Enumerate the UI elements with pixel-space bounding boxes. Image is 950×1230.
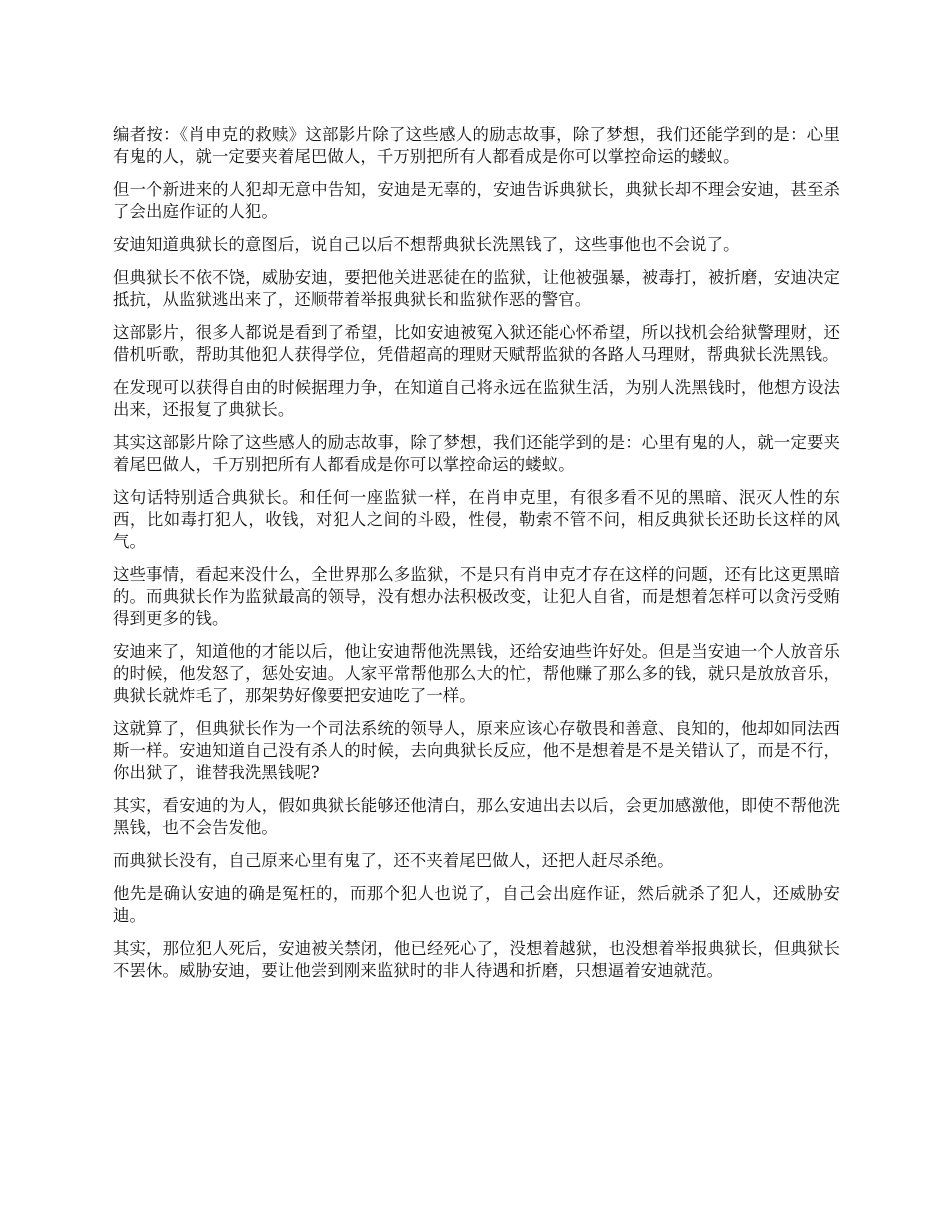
paragraph-15: 其实，那位犯人死后，安迪被关禁闭，他已经死心了，没想着越狱，也没想着举报典狱长，但典狱长不罢休。威胁安迪，要让他尝到刚来监狱时的非人待遇和折磨，只想逼着安迪就范。	[113, 939, 840, 980]
paragraph-13: 而典狱长没有，自己原来心里有鬼了，还不夹着尾巴做人，还把人赶尽杀绝。	[113, 851, 674, 870]
paragraph-6: 在发现可以获得自由的时候据理力争，在知道自己将永远在监狱生活，为别人洗黑钱时，他想方设法出来，还报复了典狱长。	[113, 378, 840, 419]
paragraph-10: 安迪来了，知道他的才能以后，他让安迪帮他洗黑钱，还给安迪些许好处。但是当安迪一个人放音乐的时候，他发怒了，惩处安迪。人家平常帮他那么大的忙，帮他赚了那么多的钱，就只是放放音乐，典狱长就炸毛了，那架势好像要把安迪吃了一样。	[113, 642, 840, 705]
paragraph-11: 这就算了，但典狱长作为一个司法系统的领导人，原来应该心存敬畏和善意、良知的，他却如同法西斯一样。安迪知道自己没有杀人的时候，去向典狱长反应，他不是想着是不是关错认了，而是不行，你出狱了，谁替我洗黑钱呢?	[113, 719, 840, 782]
paragraph-7: 其实这部影片除了这些感人的励志故事，除了梦想，我们还能学到的是：心里有鬼的人，就一定要夹着尾巴做人，千万别把所有人都看成是你可以掌控命运的蝼蚁。	[113, 433, 840, 474]
paragraph-12: 其实，看安迪的为人，假如典狱长能够还他清白，那么安迪出去以后，会更加感激他，即使不帮他洗黑钱，也不会告发他。	[113, 796, 840, 837]
paragraph-2: 但一个新进来的人犯却无意中告知，安迪是无辜的，安迪告诉典狱长，典狱长却不理会安迪，甚至杀了会出庭作证的人犯。	[113, 180, 840, 221]
paragraph-8: 这句话特别适合典狱长。和任何一座监狱一样，在肖申克里，有很多看不见的黑暗、泯灭人性的东西，比如毒打犯人，收钱，对犯人之间的斗殴，性侵，勒索不管不问，相反典狱长还助长这样的风气。	[113, 488, 840, 551]
paragraph-1: 编者按：《肖申克的救赎》这部影片除了这些感人的励志故事，除了梦想，我们还能学到的是：心里有鬼的人，就一定要夹着尾巴做人，千万别把所有人都看成是你可以掌控命运的蝼蚁。	[113, 125, 840, 166]
paragraph-9: 这些事情，看起来没什么，全世界那么多监狱，不是只有肖申克才存在这样的问题，还有比这更黑暗的。而典狱长作为监狱最高的领导，没有想办法积极改变，让犯人自省，而是想着怎样可以贪污受贿得到更多的钱。	[113, 565, 840, 628]
paragraph-4: 但典狱长不依不饶，威胁安迪，要把他关进恶徒在的监狱，让他被强暴，被毒打，被折磨，安迪决定抵抗，从监狱逃出来了，还顺带着举报典狱长和监狱作恶的警官。	[113, 268, 840, 309]
paragraph-5: 这部影片，很多人都说是看到了希望，比如安迪被冤入狱还能心怀希望，所以找机会给狱警理财，还借机听歌，帮助其他犯人获得学位，凭借超高的理财天赋帮监狱的各路人马理财，帮典狱长洗黑钱。	[113, 323, 840, 364]
paragraph-3: 安迪知道典狱长的意图后，说自己以后不想帮典狱长洗黑钱了，这些事他也不会说了。	[113, 235, 740, 254]
paragraph-14: 他先是确认安迪的确是冤枉的，而那个犯人也说了，自己会出庭作证，然后就杀了犯人，还威胁安迪。	[113, 884, 840, 925]
article-body	[113, 124, 840, 993]
